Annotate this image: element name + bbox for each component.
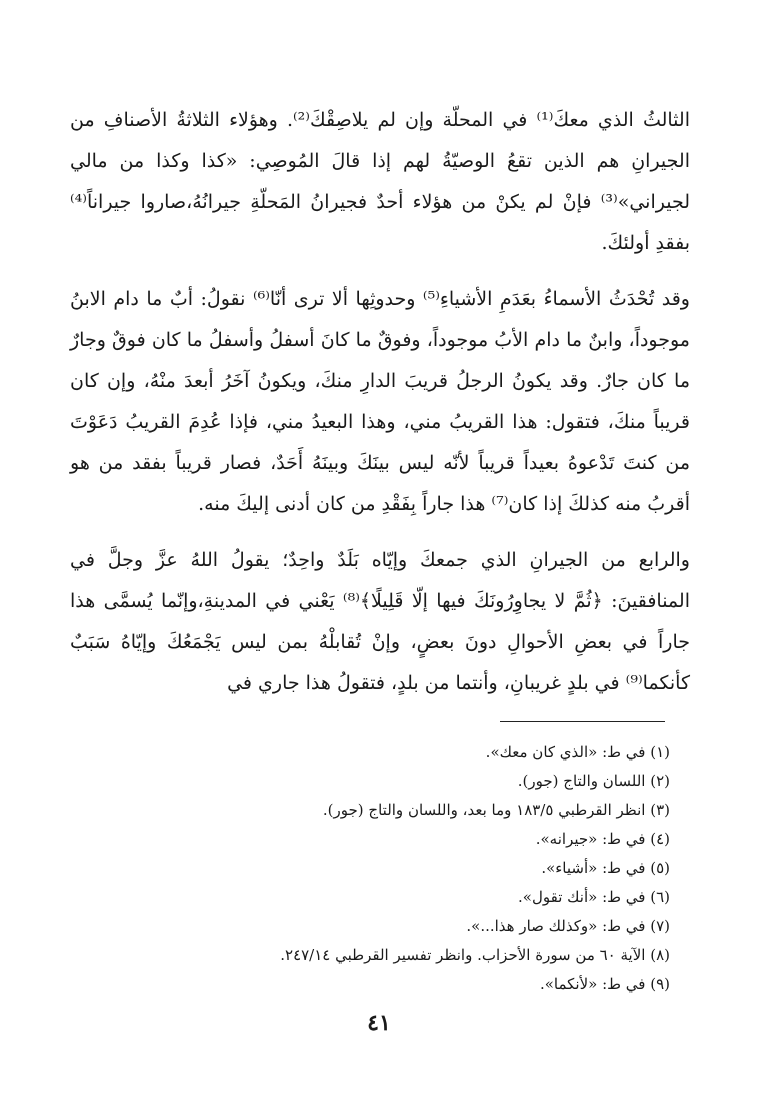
- paragraph-2: وقد تُحْدَثُ الأسماءُ بعَدَمِ الأشياءِ⁽⁵⁾ وحدوثِها ألا ترى أنّا⁽⁶⁾ نقولُ: أبٌ ما دام الابنُ موجوداً، وابنٌ ما دام الأبُ موجوداً، وفوقٌ ما كانَ أسفلُ وأسفلُ ما كان فوقٌ وجارٌ ما كان جارٌ. وقد يكونُ الرجلُ قريبَ الدارِ منكَ، ويكونُ آخَرُ أبعدَ منْهُ، وإن كان قريباً منكَ، فتقول: هذا القريبُ مني، وهذا البعيدُ مني، فإذا عُدِمَ القريبُ دَعَوْتَ من كنتَ تَدْعوهُ بعيداً قريباً لأنّه ليس بينَكَ وبينَهُ أَحَدٌ، فصار قريباً بفقد من هو أقربُ منه كذلكَ إذا كان⁽⁷⁾ هذا جاراً بِفَقْدِ من كان أدنى إليكَ منه.: [70, 288, 690, 515]
- footnote-divider: [500, 721, 665, 722]
- paragraph-3: والرابع من الجيرانِ الذي جمعكَ وإيّاه بَلَدٌ واحِدٌ؛ يقولُ اللهُ عزَّ وجلَّ في المنافقينَ: ﴿ثُمَّ لا يجاوِرُونَكَ فيها إلّا قَلِيلًا﴾⁽⁸⁾ يَعْني في المدينةِ،وإنّما يُسمَّى هذا جاراً في بعضِ الأحوالِ دونَ بعضٍ، وإنْ تُقابلْهُ بمن ليس يَجْمَعُكَ وإيّاهُ سَبَبٌ كأنكما⁽⁹⁾ في بلدٍ غريبانِ، وأنتما من بلدٍ، فتقولُ هذا جاري في: [70, 549, 690, 694]
- footnote-8: (٨) الآية ٦٠ من سورة الأحزاب. وانظر تفسير القرطبي ٢٤٧/١٤.: [280, 946, 670, 964]
- footnotes-list: [110, 738, 670, 999]
- paragraph-1: الثالثُ الذي معكَ⁽¹⁾ في المحلّة وإن لم يلاصِقْكَ⁽²⁾. وهؤلاء الثلاثةُ الأصنافِ من الجيرانِ هم الذين تقعُ الوصيّةُ لهم إذا قالَ المُوصِي: «كذا وكذا من مالي لجيراني»⁽³⁾ فإنْ لم يكنْ من هؤلاء أحدٌ فجيرانُ المَحلّةِ جيرانُهُ،صاروا جيراناً⁽⁴⁾ بفقدِ أولئكَ.: [70, 109, 690, 254]
- footnote-9: (٩) في ط: «لأنكما».: [539, 975, 670, 993]
- footnote-1: (١) في ط: «الذي كان معك».: [485, 743, 670, 761]
- footnote-2: (٢) اللسان والتاج (جور).: [517, 772, 670, 790]
- footnote-7: (٧) في ط: «وكذلك صار هذا...».: [466, 917, 670, 935]
- footnote-6: (٦) في ط: «أنك تقول».: [518, 888, 670, 906]
- footnote-5: (٥) في ط: «أشياء».: [541, 859, 670, 877]
- page-number: ٤١: [367, 1010, 391, 1036]
- footnote-3: (٣) انظر القرطبي ١٨٣/٥ وما بعد، واللسان والتاج (جور).: [322, 801, 670, 819]
- footnote-4: (٤) في ط: «جيرانه».: [535, 830, 670, 848]
- body-text: [70, 100, 690, 704]
